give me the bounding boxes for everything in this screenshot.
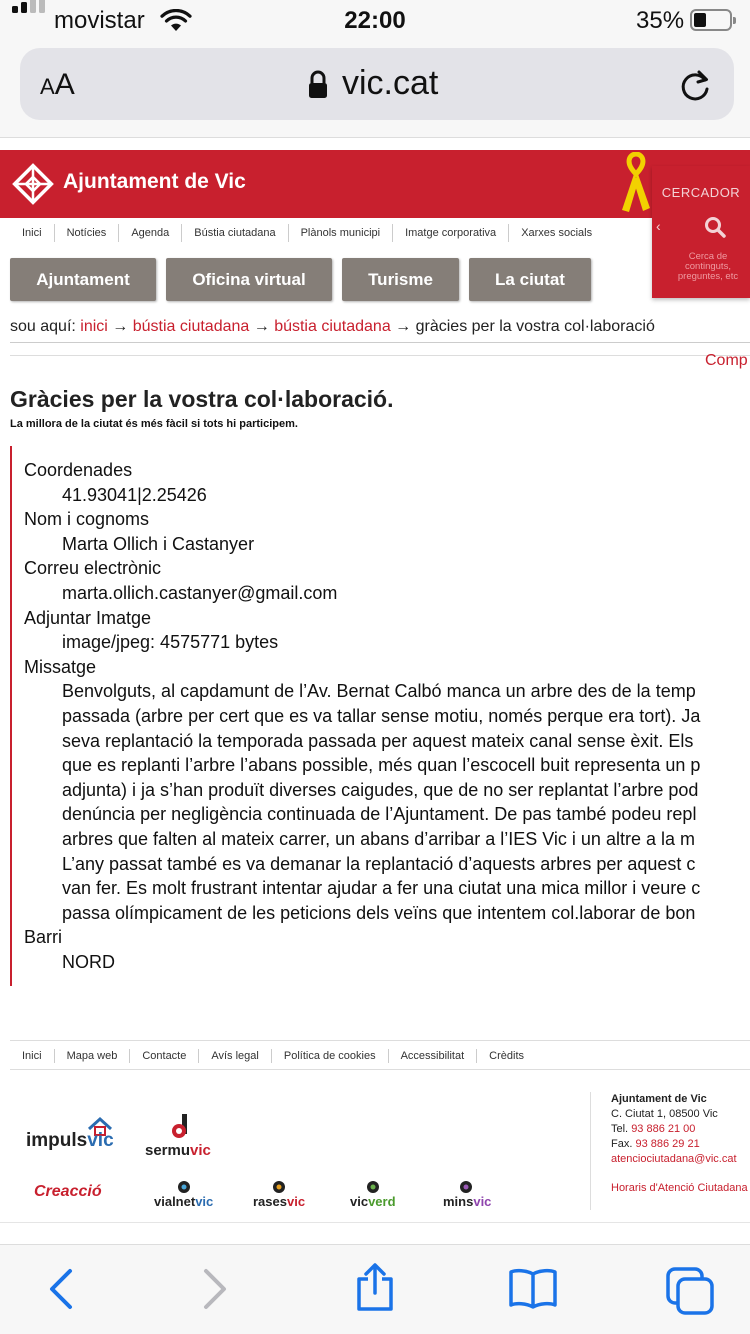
chevron-left-icon[interactable]: ‹ — [656, 218, 661, 234]
footer-nav — [10, 1040, 750, 1070]
contact-hours-link[interactable]: Horaris d'Atenció Ciutadana — [611, 1182, 748, 1194]
breadcrumb-prefix: sou aquí: — [10, 318, 76, 335]
browser-toolbar — [0, 1244, 750, 1334]
main-nav-oficina-virtual[interactable]: Oficina virtual — [166, 258, 332, 301]
breadcrumb-separator: → — [112, 318, 129, 335]
clock: 22:00 — [344, 7, 406, 34]
search-icon[interactable] — [704, 216, 726, 238]
back-icon[interactable] — [46, 1267, 76, 1311]
breadcrumb-current: gràcies per la vostra col·laboració — [415, 318, 655, 335]
top-nav-planols-municipi[interactable]: Plànols municipi — [288, 224, 392, 242]
message-line: que es replanti l’arbre l’abans possible, més quan l’escocell buit representa un p — [62, 755, 701, 776]
yellow-ribbon-icon — [618, 152, 654, 214]
top-nav-inici[interactable]: Inici — [22, 227, 42, 239]
sermuvic-logo[interactable]: sermuvic — [145, 1142, 211, 1159]
battery-icon — [690, 9, 732, 31]
message-line: van fer. Es molt frustrant intentar ajudar a fer una ciutat una mica millor i veure c — [62, 878, 701, 899]
vicverd-logo[interactable]: vicverd — [350, 1194, 396, 1209]
message-line: adjunta) i ja s’han produït diverses caigudes, que de no ser replantat l’arbre pod — [62, 779, 699, 800]
field-value-barri: NORD — [62, 951, 115, 972]
field-value-correu: marta.ollich.castanyer@gmail.com — [62, 582, 338, 603]
breadcrumb-link-bustia-2[interactable]: bústia ciutadana — [274, 318, 391, 335]
breadcrumb-separator: → — [395, 318, 412, 335]
breadcrumb-link-bustia[interactable]: bústia ciutadana — [132, 318, 250, 335]
page-title: Gràcies per la vostra col·laboració. — [10, 386, 394, 412]
main-nav-ajuntament[interactable]: Ajuntament — [10, 258, 156, 301]
field-label-barri: Barri — [24, 927, 63, 948]
main-nav-la-ciutat[interactable]: La ciutat — [469, 258, 591, 301]
footer-nav-mapa-web[interactable]: Mapa web — [54, 1049, 130, 1063]
message-line: arbres que falten al mateix carrer, un abans d’arribar a l’IES Vic i un altre a la m — [62, 828, 695, 849]
forward-icon[interactable] — [200, 1267, 230, 1311]
contact-fax: Fax. 93 886 29 21 — [611, 1138, 700, 1150]
message-line: passada (arbre per cert que es va tallar sense motiu, només perque era tort). Ja — [62, 705, 701, 726]
contact-address: C. Ciutat 1, 08500 Vic — [611, 1108, 718, 1120]
main-nav-turisme[interactable]: Turisme — [342, 258, 459, 301]
submission-summary — [10, 446, 750, 986]
url-text: vic.cat — [342, 64, 439, 102]
search-panel-title: CERCADOR — [661, 185, 741, 200]
footer-nav-contacte[interactable]: Contacte — [129, 1049, 198, 1063]
vialnetvic-logo[interactable]: vialnetvic — [154, 1194, 214, 1209]
top-nav-xarxes-socials[interactable]: Xarxes socials — [508, 224, 604, 242]
page-tagline: La millora de la ciutat és més fàcil si tots hi participem. — [10, 418, 298, 430]
top-nav-agenda[interactable]: Agenda — [118, 224, 181, 242]
tabs-icon[interactable] — [664, 1265, 716, 1317]
field-label-correu: Correu electrònic — [24, 558, 162, 579]
reload-icon[interactable] — [678, 68, 712, 104]
contact-org: Ajuntament de Vic — [611, 1093, 707, 1105]
message-line: seva replantació la temporada passada per aquest mateix canal sense èxit. Els — [62, 730, 694, 751]
contact-email[interactable]: atenciociutadana@vic.cat — [611, 1153, 737, 1165]
status-bar — [0, 0, 750, 40]
field-label-nom: Nom i cognoms — [24, 509, 150, 530]
lock-icon — [307, 70, 329, 100]
bookmarks-icon[interactable] — [508, 1267, 558, 1309]
creaccio-logo[interactable]: Creacció — [34, 1183, 102, 1200]
field-value-nom: Marta Ollich i Castanyer — [62, 533, 255, 554]
site-name[interactable]: Ajuntament de Vic — [63, 170, 246, 193]
footer-nav-avis-legal[interactable]: Avís legal — [198, 1049, 271, 1063]
top-nav-imatge-corporativa[interactable]: Imatge corporativa — [392, 224, 508, 242]
field-value-coordenades: 41.93041|2.25426 — [62, 484, 207, 505]
browser-chrome — [0, 40, 750, 138]
contact-tel: Tel. 93 886 21 00 — [611, 1123, 696, 1135]
message-line: L’any passat també es va demanar la replantació d’aquests arbres per aquest c — [62, 853, 696, 874]
search-panel-subtitle: Cerca de continguts, preguntes, etc — [677, 251, 739, 282]
city-logo-icon[interactable] — [10, 161, 56, 207]
sermuvic-mark-icon — [170, 1114, 192, 1142]
footer-nav-cookies[interactable]: Política de cookies — [271, 1049, 388, 1063]
footer-nav-inici[interactable]: Inici — [22, 1050, 42, 1062]
message-line: denúncia per negligència continuada de l’Ajuntament. De pas també podeu repl — [62, 804, 697, 825]
field-value-imatge: image/jpeg: 4575771 bytes — [62, 632, 279, 653]
field-label-missatge: Missatge — [24, 656, 97, 677]
field-label-imatge: Adjuntar Imatge — [24, 607, 152, 628]
vialnetvic-mark-icon — [177, 1180, 191, 1194]
top-nav — [10, 224, 604, 244]
breadcrumb-separator: → — [253, 318, 270, 335]
minsvic-mark-icon — [459, 1180, 473, 1194]
field-label-coordenades: Coordenades — [24, 460, 133, 480]
divider — [10, 355, 750, 356]
divider — [10, 342, 750, 343]
share-icon[interactable] — [354, 1263, 396, 1313]
divider — [0, 1222, 750, 1223]
minsvic-logo[interactable]: minsvic — [443, 1194, 492, 1209]
battery-percent: 35% — [636, 7, 685, 34]
rasesvic-logo[interactable]: rasesvic — [253, 1194, 306, 1209]
footer-nav-accessibilitat[interactable]: Accessibilitat — [388, 1049, 477, 1063]
carrier-name: movistar — [54, 7, 145, 34]
address-bar[interactable] — [20, 48, 734, 120]
top-nav-noticies[interactable]: Notícies — [54, 224, 119, 242]
search-panel[interactable] — [652, 166, 750, 298]
message-line: Benvolguts, al capdamunt de l’Av. Bernat Calbó manca un arbre des de la temp — [62, 681, 696, 702]
top-nav-bustia-ciutadana[interactable]: Bústia ciutadana — [181, 224, 287, 242]
text-size-button[interactable]: AA — [40, 68, 75, 101]
breadcrumb — [10, 318, 750, 336]
vicverd-mark-icon — [366, 1180, 380, 1194]
rasesvic-mark-icon — [272, 1180, 286, 1194]
side-link[interactable]: Comp — [705, 352, 748, 369]
breadcrumb-link-inici[interactable]: inici — [80, 318, 108, 335]
impulsvic-logo[interactable]: impulsvic — [26, 1130, 114, 1151]
contact-info — [590, 1092, 750, 1210]
footer-nav-credits[interactable]: Crèdits — [476, 1049, 536, 1063]
message-line: passa olímpicament de les peticions dels veïns que intentem col.laborar de bon — [62, 902, 696, 923]
